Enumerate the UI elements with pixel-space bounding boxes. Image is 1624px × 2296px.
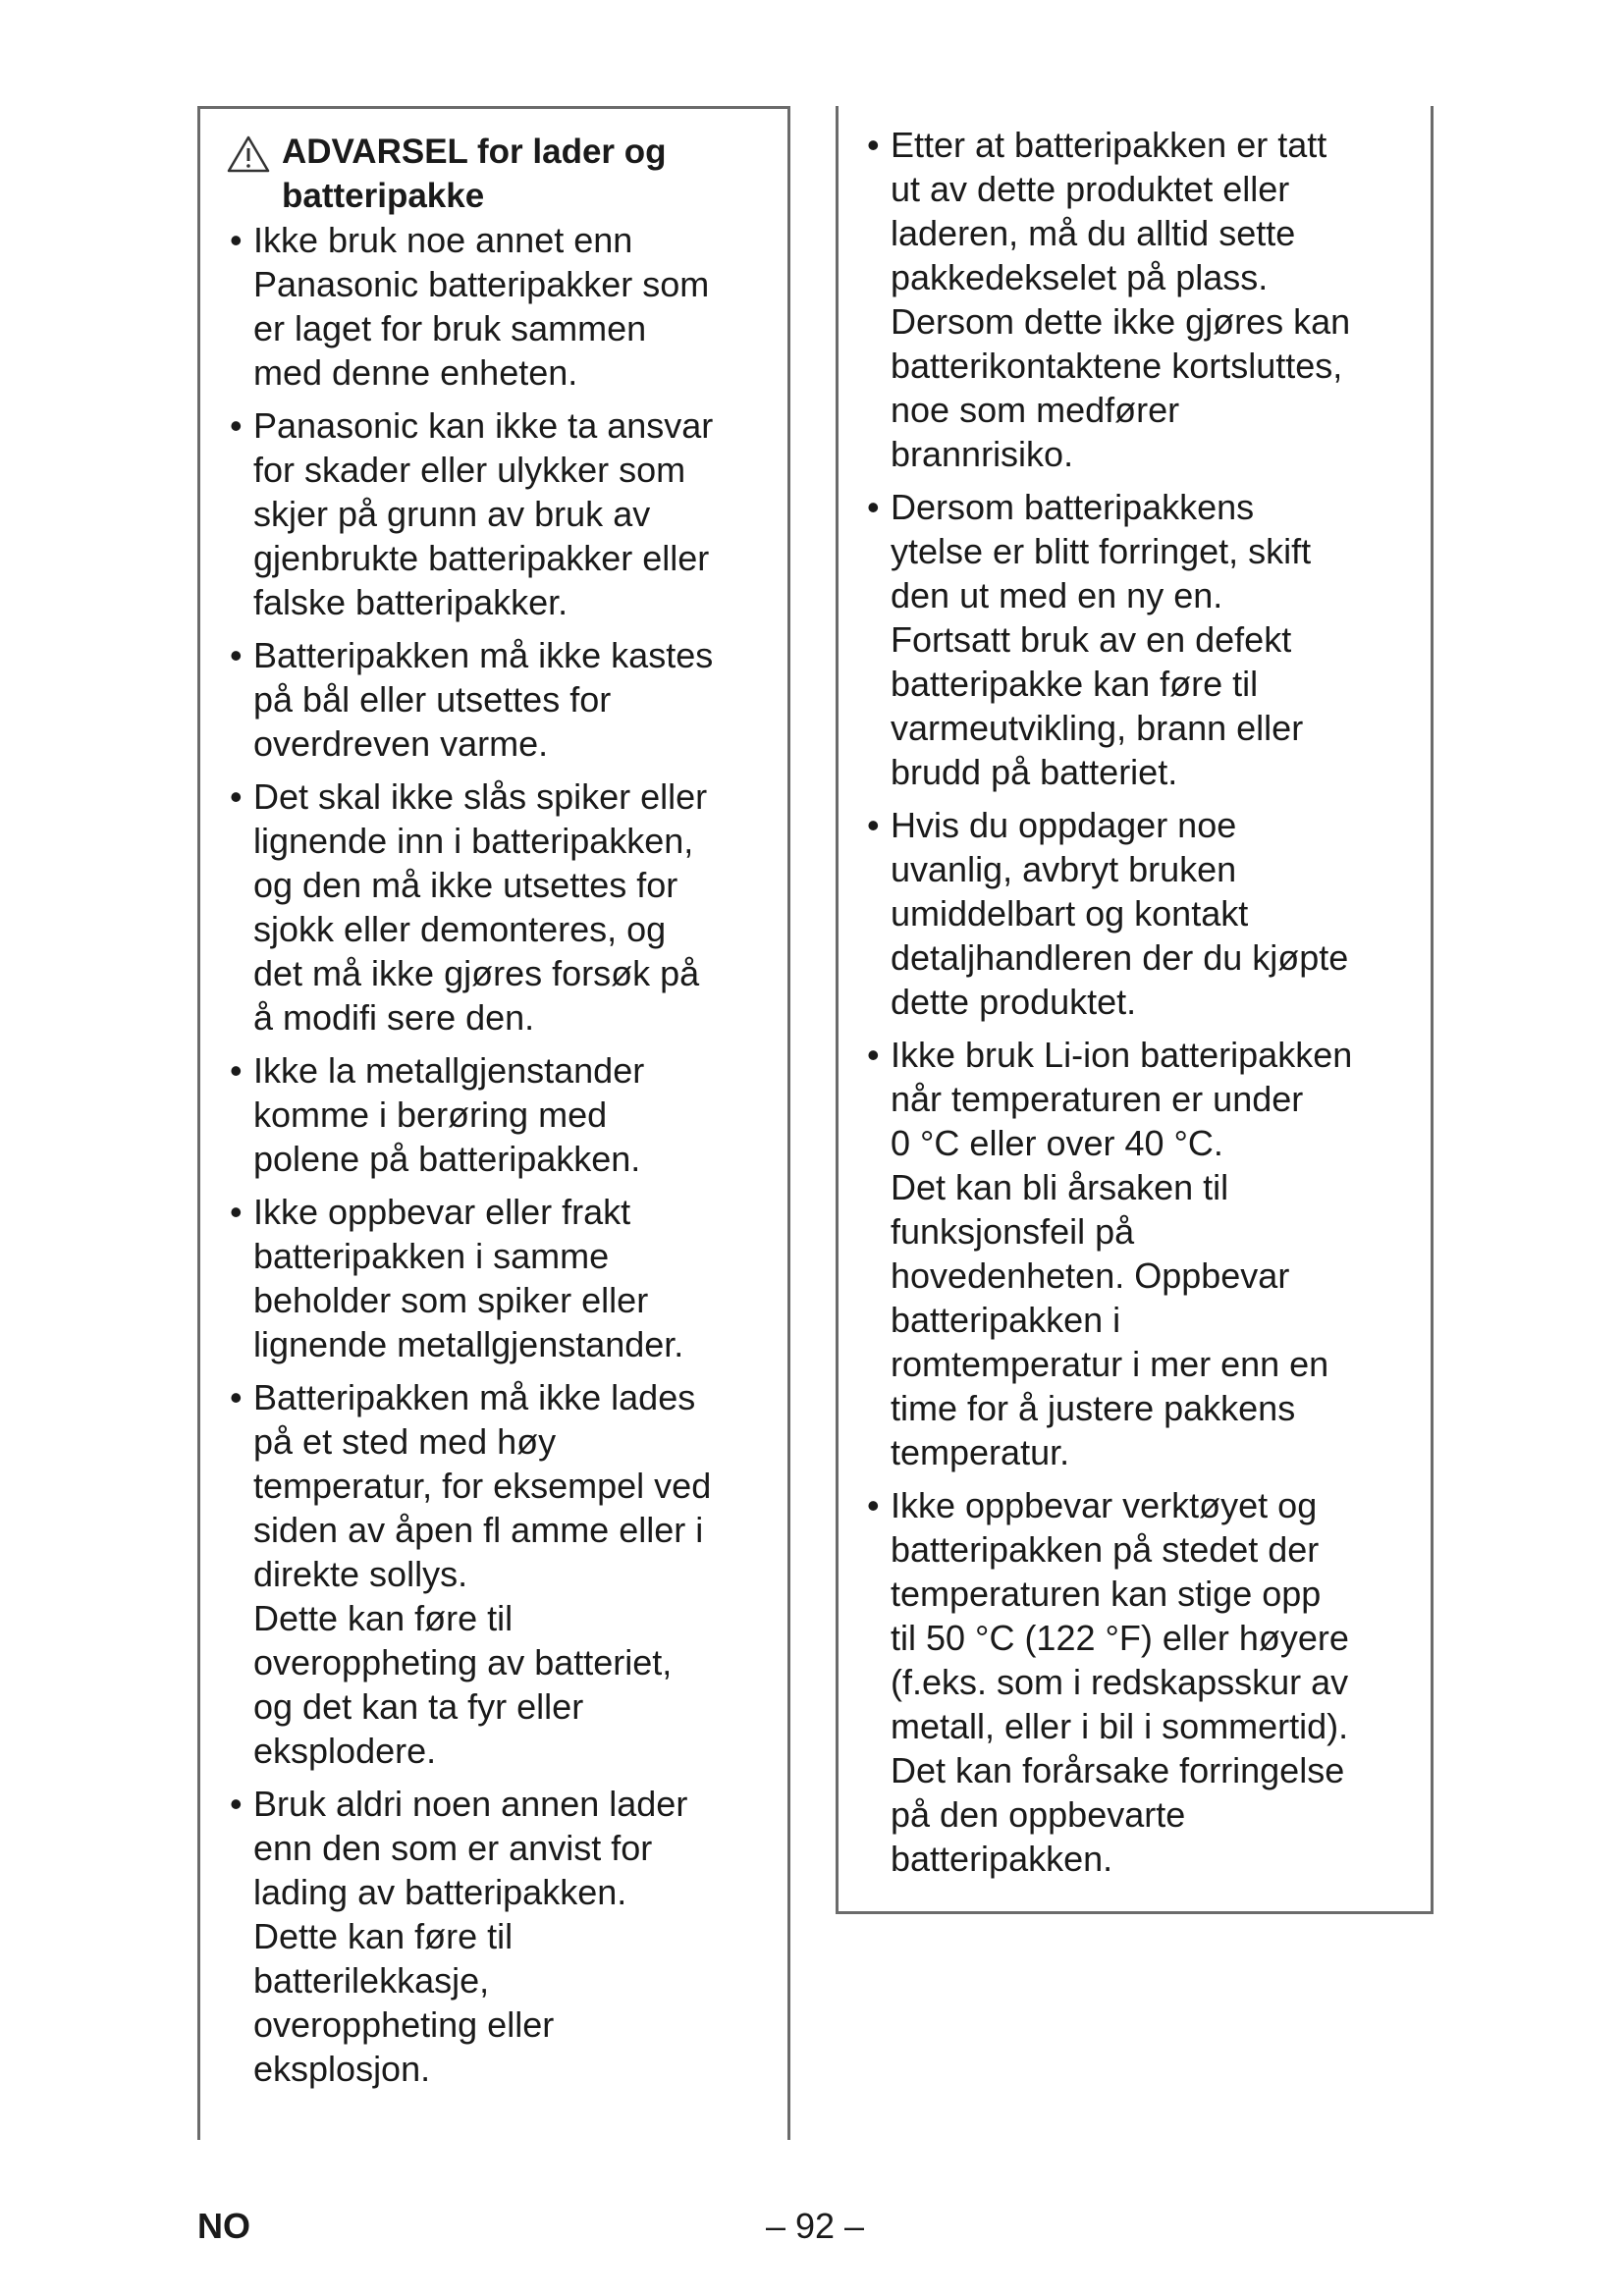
- list-item-line: direkte sollys.: [253, 1554, 468, 1594]
- bullet-icon: •: [867, 805, 880, 845]
- list-item: [864, 123, 1424, 476]
- list-item-line: Panasonic batteripakker som: [253, 264, 710, 304]
- list-item-line: Batteripakken må ikke kastes: [253, 635, 714, 675]
- list-item: [227, 218, 777, 395]
- list-item-line: temperaturen kan stige opp: [891, 1574, 1322, 1614]
- list-item-line: når temperaturen er under: [891, 1079, 1304, 1119]
- bullet-icon: •: [230, 776, 243, 817]
- left-bullet-list: [227, 218, 777, 2091]
- list-item-line: med denne enheten.: [253, 352, 578, 393]
- left-column: [227, 130, 777, 2100]
- list-item-line: og den må ikke utsettes for: [253, 865, 678, 905]
- warning-title-line2: batteripakke: [282, 177, 485, 215]
- list-item-line: Dersom dette ikke gjøres kan: [891, 301, 1351, 342]
- list-item-line: Det kan forårsake forringelse: [891, 1750, 1345, 1790]
- bullet-icon: •: [230, 1050, 243, 1091]
- list-item: [227, 633, 777, 766]
- list-item-line: lignende metallgjenstander.: [253, 1324, 684, 1364]
- list-item-line: på den oppbevarte: [891, 1794, 1186, 1835]
- list-item-line: lading av batteripakken.: [253, 1872, 627, 1912]
- list-item-line: metall, eller i bil i sommertid).: [891, 1706, 1349, 1746]
- list-item: [227, 774, 777, 1040]
- list-item: [864, 1033, 1424, 1474]
- list-item-line: 0 °C eller over 40 °C.: [891, 1123, 1223, 1163]
- warning-heading: [227, 130, 777, 218]
- list-item-line: (f.eks. som i redskapsskur av: [891, 1662, 1349, 1702]
- list-item-line: brudd på batteriet.: [891, 752, 1178, 792]
- list-item: [227, 403, 777, 624]
- bullet-icon: •: [230, 635, 243, 675]
- warning-triangle-icon: [227, 135, 270, 173]
- right-bullet-list: [864, 123, 1424, 1881]
- list-item-line: batterilekkasje,: [253, 1960, 490, 2001]
- list-item-line: ytelse er blitt forringet, skift: [891, 531, 1312, 571]
- bullet-icon: •: [867, 125, 880, 165]
- list-item-line: hovedenheten. Oppbevar: [891, 1255, 1290, 1296]
- list-item-line: for skader eller ulykker som: [253, 450, 686, 490]
- list-item-line: temperatur, for eksempel ved: [253, 1466, 712, 1506]
- list-item-line: batterikontaktene kortsluttes,: [891, 346, 1343, 386]
- list-item-line: Det kan bli årsaken til: [891, 1167, 1229, 1207]
- list-item-line: er laget for bruk sammen: [253, 308, 647, 348]
- list-item-line: Ikke oppbevar eller frakt: [253, 1192, 631, 1232]
- list-item-line: på et sted med høy: [253, 1421, 557, 1462]
- list-item: [864, 485, 1424, 794]
- list-item-line: funksjonsfeil på: [891, 1211, 1135, 1252]
- list-item-line: overoppheting eller: [253, 2004, 555, 2045]
- list-item-line: Batteripakken må ikke lades: [253, 1377, 696, 1417]
- list-item-line: Ikke la metallgjenstander: [253, 1050, 645, 1091]
- list-item-line: Ikke oppbevar verktøyet og: [891, 1485, 1318, 1525]
- list-item-line: eksplosjon.: [253, 2049, 431, 2089]
- page-number: – 92 –: [765, 2206, 865, 2246]
- list-item: [227, 1782, 777, 2091]
- list-item-line: temperatur.: [891, 1432, 1070, 1472]
- list-item-line: Etter at batteripakken er tatt: [891, 125, 1327, 165]
- list-item-line: uvanlig, avbryt bruken: [891, 849, 1237, 889]
- list-item-line: sjokk eller demonteres, og: [253, 909, 667, 949]
- list-item: [227, 1190, 777, 1366]
- list-item-line: på bål eller utsettes for: [253, 679, 612, 720]
- list-item-line: batteripakken.: [891, 1839, 1113, 1879]
- list-item-line: og det kan ta fyr eller: [253, 1686, 584, 1727]
- list-item-line: komme i berøring med: [253, 1095, 608, 1135]
- list-item-line: varmeutvikling, brann eller: [891, 708, 1304, 748]
- bullet-icon: •: [230, 1377, 243, 1417]
- list-item-line: batteripakken på stedet der: [891, 1529, 1320, 1570]
- list-item-line: Dersom batteripakkens: [891, 487, 1255, 527]
- list-item-line: Dette kan føre til: [253, 1598, 514, 1638]
- list-item-line: den ut med en ny en.: [891, 575, 1223, 615]
- list-item-line: dette produktet.: [891, 982, 1137, 1022]
- list-item-line: batteripakken i: [891, 1300, 1121, 1340]
- list-item: [864, 1483, 1424, 1881]
- list-item: [227, 1375, 777, 1773]
- list-item-line: Bruk aldri noen annen lader: [253, 1784, 688, 1824]
- list-item-line: batteripakke kan føre til: [891, 664, 1259, 704]
- list-item-line: overoppheting av batteriet,: [253, 1642, 673, 1682]
- list-item-line: polene på batteripakken.: [253, 1139, 641, 1179]
- list-item-line: lignende inn i batteripakken,: [253, 821, 694, 861]
- list-item: [227, 1048, 777, 1181]
- list-item-line: skjer på grunn av bruk av: [253, 494, 651, 534]
- list-item-line: overdreven varme.: [253, 723, 549, 764]
- list-item-line: Hvis du oppdager noe: [891, 805, 1237, 845]
- list-item-line: beholder som spiker eller: [253, 1280, 649, 1320]
- list-item-line: detaljhandleren der du kjøpte: [891, 937, 1349, 978]
- list-item-line: Ikke bruk Li-ion batteripakken: [891, 1035, 1353, 1075]
- list-item-line: å modifi sere den.: [253, 997, 535, 1038]
- list-item-line: batteripakken i samme: [253, 1236, 610, 1276]
- list-item-line: enn den som er anvist for: [253, 1828, 653, 1868]
- list-item-line: brannrisiko.: [891, 434, 1074, 474]
- list-item-line: Det skal ikke slås spiker eller: [253, 776, 708, 817]
- list-item-line: ut av dette produktet eller: [891, 169, 1290, 209]
- bullet-icon: •: [230, 220, 243, 260]
- warning-title-line1: ADVARSEL for lader og: [282, 133, 667, 171]
- list-item-line: umiddelbart og kontakt: [891, 893, 1249, 934]
- bullet-icon: •: [230, 1192, 243, 1232]
- list-item-line: Ikke bruk noe annet enn: [253, 220, 633, 260]
- list-item-line: det må ikke gjøres forsøk på: [253, 953, 700, 993]
- language-code: NO: [197, 2206, 250, 2246]
- list-item-line: Dette kan føre til: [253, 1916, 514, 1956]
- list-item-line: Fortsatt bruk av en defekt: [891, 619, 1292, 660]
- bullet-icon: •: [867, 1035, 880, 1075]
- bullet-icon: •: [867, 1485, 880, 1525]
- list-item-line: pakkedekselet på plass.: [891, 257, 1269, 297]
- list-item: [864, 803, 1424, 1024]
- list-item-line: siden av åpen fl amme eller i: [253, 1510, 704, 1550]
- bullet-icon: •: [230, 1784, 243, 1824]
- bullet-icon: •: [867, 487, 880, 527]
- list-item-line: time for å justere pakkens: [891, 1388, 1296, 1428]
- list-item-line: noe som medfører: [891, 390, 1180, 430]
- right-column: [864, 123, 1424, 1890]
- list-item-line: til 50 °C (122 °F) eller høyere: [891, 1618, 1349, 1658]
- list-item-line: romtemperatur i mer enn en: [891, 1344, 1329, 1384]
- list-item-line: Panasonic kan ikke ta ansvar: [253, 405, 714, 446]
- bullet-icon: •: [230, 405, 243, 446]
- list-item-line: eksplodere.: [253, 1731, 437, 1771]
- list-item-line: gjenbrukte batteripakker eller: [253, 538, 710, 578]
- list-item-line: falske batteripakker.: [253, 582, 568, 622]
- list-item-line: laderen, må du alltid sette: [891, 213, 1296, 253]
